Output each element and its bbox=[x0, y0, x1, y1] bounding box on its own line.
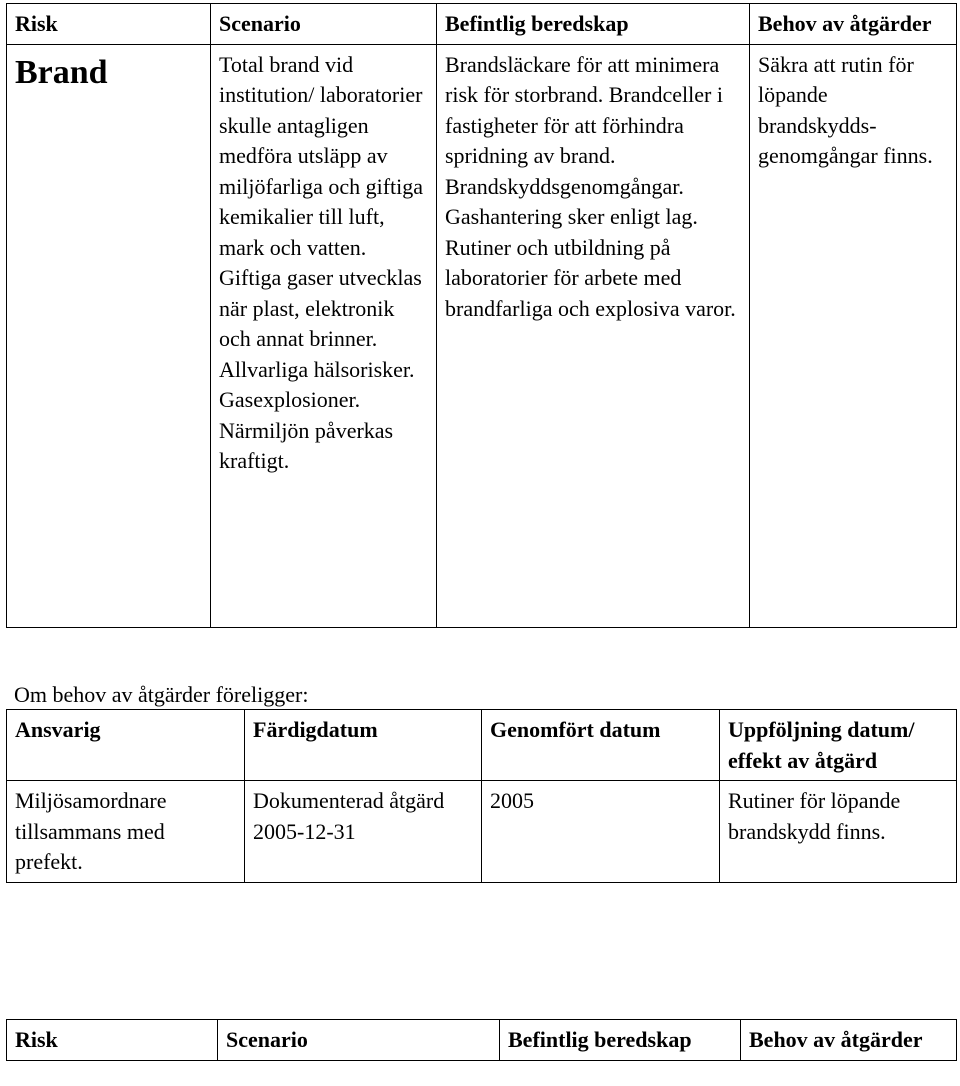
table-row bbox=[7, 781, 957, 883]
risk-table-header-row bbox=[7, 4, 957, 45]
risk-table-2 bbox=[6, 1019, 957, 1061]
header-done-by: Färdigdatum bbox=[245, 710, 482, 781]
responsible-cell: Miljösamordnare tillsammans med prefekt. bbox=[7, 781, 245, 883]
table-row bbox=[7, 44, 957, 627]
needs-cell: Säkra att rutin för löpande brandskydds-genomgångar finns. bbox=[750, 44, 957, 627]
risk-cell: Brand bbox=[7, 44, 211, 627]
header-scenario: Scenario bbox=[218, 1020, 500, 1061]
completed-cell: 2005 bbox=[482, 781, 720, 883]
header-needs: Behov av åtgärder bbox=[741, 1020, 957, 1061]
header-scenario: Scenario bbox=[211, 4, 437, 45]
header-preparedness: Befintlig beredskap bbox=[500, 1020, 741, 1061]
scenario-cell: Total brand vid institution/ laboratorier skulle antagligen medföra utsläpp av miljöfarliga och giftiga kemikalier till luft, mark och vatten. Giftiga gaser utvecklas när plast, elektronik och annat brinner. Allvarliga hälsorisker. Gasexplosioner. Närmiljön påverkas kraftigt. bbox=[211, 44, 437, 627]
header-completed: Genomfört datum bbox=[482, 710, 720, 781]
header-risk: Risk bbox=[7, 4, 211, 45]
preparedness-cell: Brandsläckare för att minimera risk för storbrand. Brandceller i fastigheter för att förhindra spridning av brand. Brandskyddsgenomgångar. Gashantering sker enligt lag. Rutiner och utbildning på laboratorier för arbete med brandfarliga och explosiva varor. bbox=[437, 44, 750, 627]
header-risk: Risk bbox=[7, 1020, 218, 1061]
header-followup: Uppföljning datum/ effekt av åtgärd bbox=[720, 710, 957, 781]
action-needed-note: Om behov av åtgärder föreligger: bbox=[14, 682, 309, 707]
followup-table bbox=[6, 709, 957, 883]
done-by-cell: Dokumenterad åtgärd 2005-12-31 bbox=[245, 781, 482, 883]
header-preparedness: Befintlig beredskap bbox=[437, 4, 750, 45]
followup-cell: Rutiner för löpande brandskydd finns. bbox=[720, 781, 957, 883]
header-needs: Behov av åtgärder bbox=[750, 4, 957, 45]
followup-header-row bbox=[7, 710, 957, 781]
header-responsible: Ansvarig bbox=[7, 710, 245, 781]
risk-table bbox=[6, 3, 957, 628]
risk-table-2-header-row bbox=[7, 1020, 957, 1061]
